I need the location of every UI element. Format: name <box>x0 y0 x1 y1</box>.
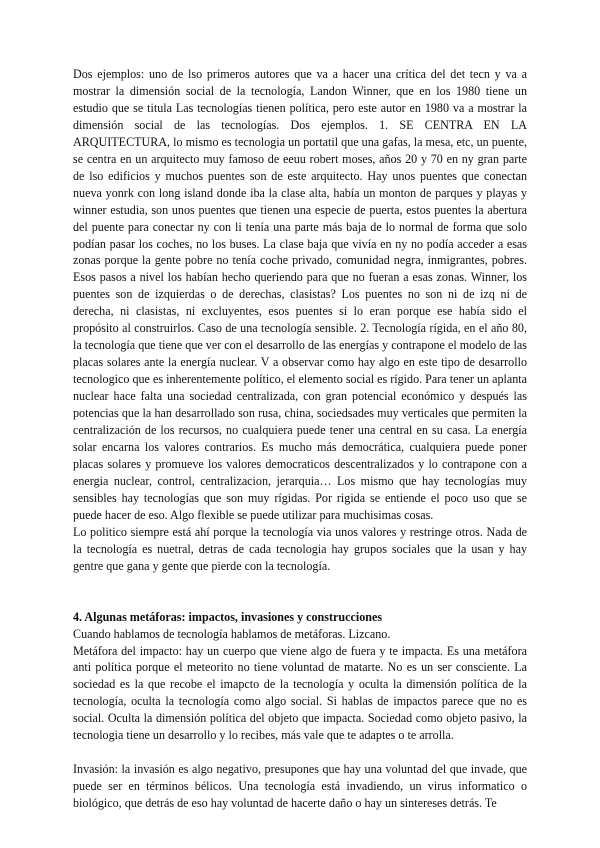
section-heading: 4. Algunas metáforas: impactos, invasiones y construcciones <box>73 609 383 624</box>
section-intro: Cuando hablamos de tecnología hablamos de metáforas. Lizcano. <box>73 626 391 641</box>
paragraph-spacer <box>73 744 527 761</box>
section-spacer <box>73 575 527 609</box>
paragraph-impact-metaphor: Metáfora del impacto: hay un cuerpo que viene algo de fuera y te impacta. Es una metáfora anti política porque el meteorito no tiene voluntad de matarte. No es un ser consciente. La sociedad es la que recobe el imapcto de la tecnología y oculta la dimensión política de la tecnología, oculta la tecnología como algo social. Si hablas de impactos parece que no es social. Oculta la dimensión política del objeto que impacta. Sociedad como objeto pasivo, la tecnologia tiene un desarrollo y lo recibes, más vale que te adaptes o te arrolla. <box>73 643 527 743</box>
paragraph-winner-examples: Dos ejemplos: uno de lso primeros autores que va a hacer una crítica del det tecn y va a mostrar la dimensión social de la tecnología, Landon Winner, que en los 1980 tiene un estudio que se titula Las tecnologías tienen política, pero este autor en 1980 va a mostrar la dimensión social de las tecnologías. Dos ejemplos. 1. SE CENTRA EN LA ARQUITECTURA, lo mismo es tecnologia un portatil que una gafas, la mesa, etc, un puente, se centra en un arquitecto muy famoso de eeuu robert moses, años 20 y 70 en ny gran parte de lso edificios y muchos puentes son de este arquitecto. Hay unos puentes que conectan nueva yonrk con long island donde iba la clase alta, había un monton de parques y playas y winner estudia, son unos puentes que tienen una especie de puerta, estos puentes la abertura del puente para conectar ny con li tenía una parte más baja de lo normal de forma que solo podían pasar los coches, no los buses. La clase baja que vivía en ny no podía acceder a esas zonas porque la gente pobre no tenía coche privado, comunidad negra, inmigrantes, pobres. Esos pasos a nivel los habían hecho queriendo para que no fueran a esas zonas. Winner, los puentes son de izquierdas o de derechas, clasistas? Los puentes no son ni de izq ni de derecha, ni clasistas, ni excluyentes, esos puentes si lo eran porque ese había sido el propósito al construirlos. Caso de una tecnología sensible. 2. Tecnología rígida, en el año 80, la tecnología que tiene que ver con el desarrollo de las energías y contrapone el modelo de las placas solares ante la energía nuclear. V a observar como hay algo en este tipo de desarrollo tecnologico que es inherentemente político, el elemento social es rígido. Para tener un aplanta nuclear hace falta una sociedad centralizada, con gran potencial económico y después las potencias que la han desarrollado son rusa, china, sociedsades muy verticales que permiten la centralización de los recursos, no cualquiera puede tener una central en su casa. La energía solar encarna los valores contrarios. Es mucho más democrática, cualquiera puede poner placas solares y promueve los valores democraticos descentralizados y lo contrapone con a energia nuclear, control, centralizacion, jerarquia… Los mismo que hay tecnologías muy sensibles hay tecnologías que son muy rígidas. Por rigida se entiende el poco uso que se puede hacer de eso. Algo flexible se puede utilizar para muchisimas cosas. <box>73 67 527 522</box>
paragraph-invasion-metaphor: Invasión: la invasión es algo negativo, presupones que hay una voluntad del que invade, que puede ser en términos bélicos. Una tecnología está invadiendo, un virus informatico o biológico, que detrás de eso hay voluntad de hacerte daño o hay un sintereses detrás. Te <box>73 762 527 811</box>
paragraph-politics-conclusion: Lo politico siempre está ahí porque la tecnología via unos valores y restringe otros. Nada de la tecnología es nuetral, detras de cada tecnologia hay grupos sociales que la usan y hay gentre que gana y gente que pierde con la tecnología. <box>73 524 527 573</box>
document-page <box>73 66 527 812</box>
